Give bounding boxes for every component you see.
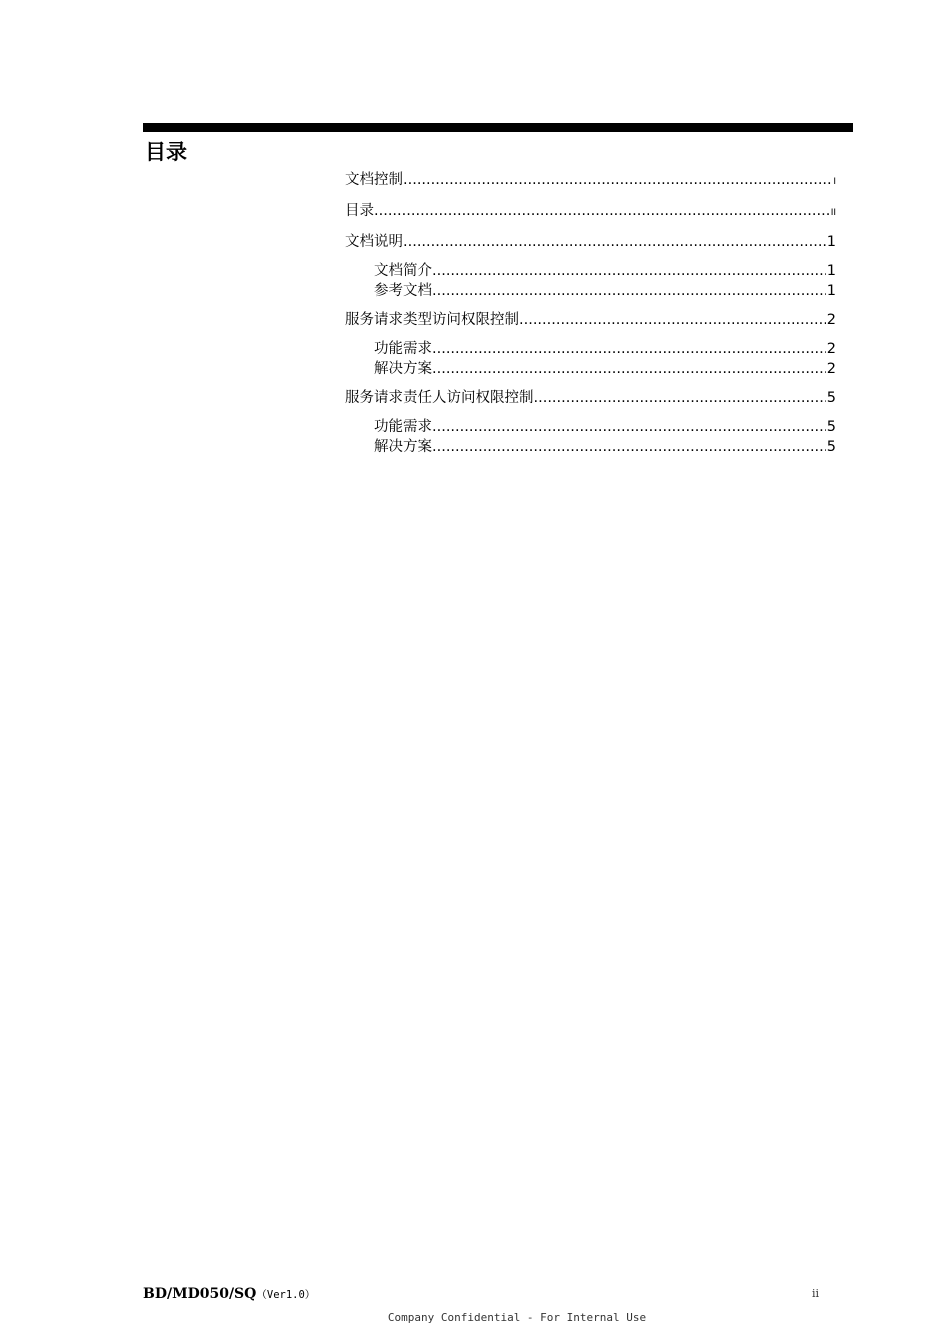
toc-page: 1 [826,283,836,299]
toc-leader [432,437,826,457]
toc-entry-solution-1[interactable] [345,359,836,379]
footer-version: （Ver1.0） [256,1289,316,1301]
toc-leader [432,281,826,301]
toc-label: 参考文档 [374,283,432,299]
toc-label: 目录 [345,203,374,219]
table-of-contents [345,170,836,457]
toc-entry-sr-owner-access[interactable] [345,388,836,408]
footer-confidentiality: Company Confidential - For Internal Use [387,1311,647,1324]
toc-leader [432,261,826,281]
toc-page: 1 [826,234,836,250]
toc-entry-sr-type-access[interactable] [345,310,836,330]
toc-entry-document-description[interactable] [345,232,836,252]
toc-label: 文档简介 [374,263,432,279]
toc-label: 文档说明 [345,234,403,250]
toc-label: 服务请求责任人访问权限控制 [345,390,534,406]
toc-leader [534,388,826,408]
toc-entry-functional-req-2[interactable] [345,417,836,437]
toc-leader [432,339,826,359]
toc-leader [432,417,826,437]
toc-page: 1 [826,263,836,279]
toc-label: 功能需求 [374,341,432,357]
toc-page: 5 [826,439,836,455]
footer-doc-id [143,1286,315,1302]
toc-entry-reference-docs[interactable] [345,281,836,301]
toc-page: 5 [826,390,836,406]
toc-leader [403,170,832,190]
toc-label: 功能需求 [374,419,432,435]
toc-label: 解决方案 [374,361,432,377]
toc-leader [374,201,830,221]
footer-doc-code: BD/MD050/SQ [143,1286,257,1302]
page-title: 目录 [145,140,187,164]
title-rule [143,123,853,132]
toc-leader [432,359,826,379]
toc-page: 2 [826,312,836,328]
toc-page: 2 [826,361,836,377]
toc-entry-contents[interactable] [345,201,836,223]
toc-page: II [830,208,836,218]
toc-entry-functional-req-1[interactable] [345,339,836,359]
toc-leader [403,232,826,252]
footer-page-number: ii [812,1287,820,1300]
toc-label: 解决方案 [374,439,432,455]
toc-label: 服务请求类型访问权限控制 [345,312,519,328]
toc-label: 文档控制 [345,172,403,188]
toc-page: 5 [826,419,836,435]
toc-page: 2 [826,341,836,357]
toc-entry-document-control[interactable] [345,170,836,192]
toc-entry-document-intro[interactable] [345,261,836,281]
toc-entry-solution-2[interactable] [345,437,836,457]
toc-page: I [833,177,836,187]
toc-leader [519,310,826,330]
